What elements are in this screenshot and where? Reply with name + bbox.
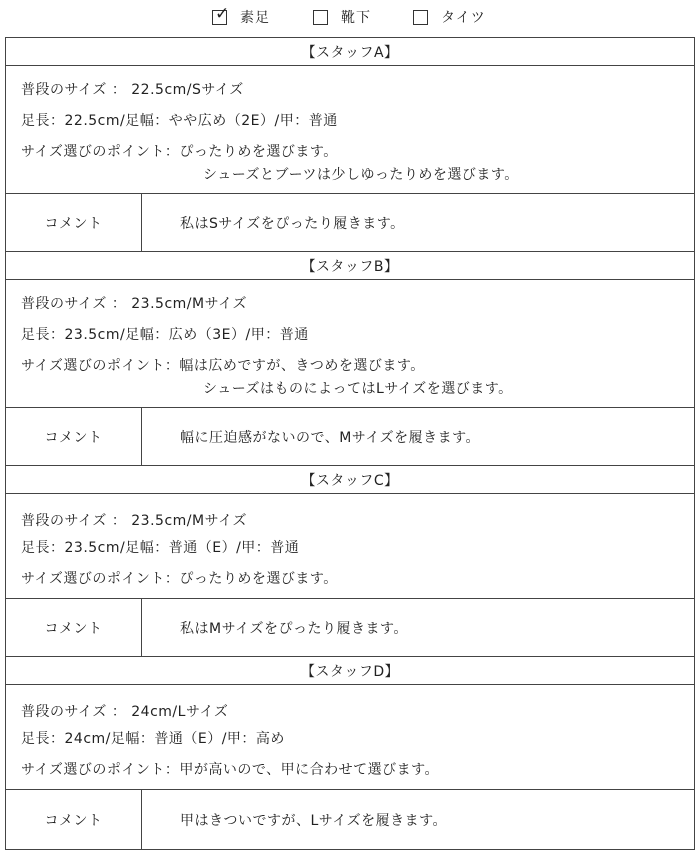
staff-b-foot-measure: 足長：23.5cm/足幅：広め（3E）/甲：普通 [21, 327, 309, 343]
staff-c-size-point: サイズ選びのポイント：ぴったりめを選びます。 [21, 571, 338, 587]
staff-a-size-point: サイズ選びのポイント：ぴったりめを選びます。 [21, 144, 338, 160]
staff-b-info [6, 280, 694, 408]
staff-a-comment-label: コメント [6, 194, 142, 251]
sock-type-filters [0, 0, 700, 35]
staff-c-normal-size: 普段のサイズ ： 23.5cm/Mサイズ [21, 513, 247, 529]
staff-a-comment: 私はSサイズをぴったり履きます。 [180, 215, 405, 232]
staff-b-size-point-cont: シューズはものによってはLサイズを選びます。 [203, 381, 513, 397]
tights-checkbox[interactable] [413, 10, 428, 25]
staff-a-comment-row [6, 194, 694, 252]
staff-c-comment-row [6, 599, 694, 657]
staff-b-comment-row [6, 408, 694, 466]
filter-barefoot-label: 素足 [240, 10, 270, 26]
staff-d-comment-row [6, 790, 694, 849]
staff-a-info [6, 66, 694, 194]
staff-size-table [5, 37, 695, 850]
staff-d-header: 【スタッフD】 [6, 657, 694, 685]
filter-socks[interactable] [313, 7, 371, 27]
filter-socks-label: 靴下 [341, 10, 371, 26]
filter-tights[interactable] [413, 7, 486, 27]
staff-b-comment: 幅に圧迫感がないので、Mサイズを履きます。 [180, 429, 481, 446]
staff-a-foot-measure: 足長：22.5cm/足幅：やや広め（2E）/甲：普通 [21, 113, 338, 129]
staff-d-comment-label: コメント [6, 790, 142, 849]
filter-barefoot[interactable] [212, 3, 270, 27]
socks-checkbox[interactable] [313, 10, 328, 25]
staff-b-normal-size: 普段のサイズ ： 23.5cm/Mサイズ [21, 296, 247, 312]
staff-c-info [6, 494, 694, 599]
staff-d-info [6, 685, 694, 790]
staff-a-header: 【スタッフA】 [6, 38, 694, 66]
filter-tights-label: タイツ [441, 10, 486, 26]
check-icon: ✓ [215, 3, 230, 24]
staff-b-comment-label: コメント [6, 408, 142, 465]
staff-b-size-point: サイズ選びのポイント：幅は広めですが、きつめを選びます。 [21, 358, 425, 374]
barefoot-checkbox[interactable] [212, 3, 230, 25]
staff-d-normal-size: 普段のサイズ ： 24cm/Lサイズ [21, 704, 229, 720]
staff-c-header: 【スタッフC】 [6, 466, 694, 494]
staff-c-comment-label: コメント [6, 599, 142, 656]
staff-b-header: 【スタッフB】 [6, 252, 694, 280]
staff-c-comment: 私はMサイズをぴったり履きます。 [180, 620, 408, 637]
staff-a-size-point-cont: シューズとブーツは少しゆったりめを選びます。 [203, 167, 519, 183]
staff-d-foot-measure: 足長：24cm/足幅：普通（E）/甲：高め [21, 731, 285, 747]
staff-d-comment: 甲はきついですが、Lサイズを履きます。 [180, 812, 448, 829]
staff-d-size-point: サイズ選びのポイント：甲が高いので、甲に合わせて選びます。 [21, 762, 439, 778]
staff-c-foot-measure: 足長：23.5cm/足幅：普通（E）/甲：普通 [21, 540, 300, 556]
staff-a-normal-size: 普段のサイズ ： 22.5cm/Sサイズ [21, 82, 244, 98]
